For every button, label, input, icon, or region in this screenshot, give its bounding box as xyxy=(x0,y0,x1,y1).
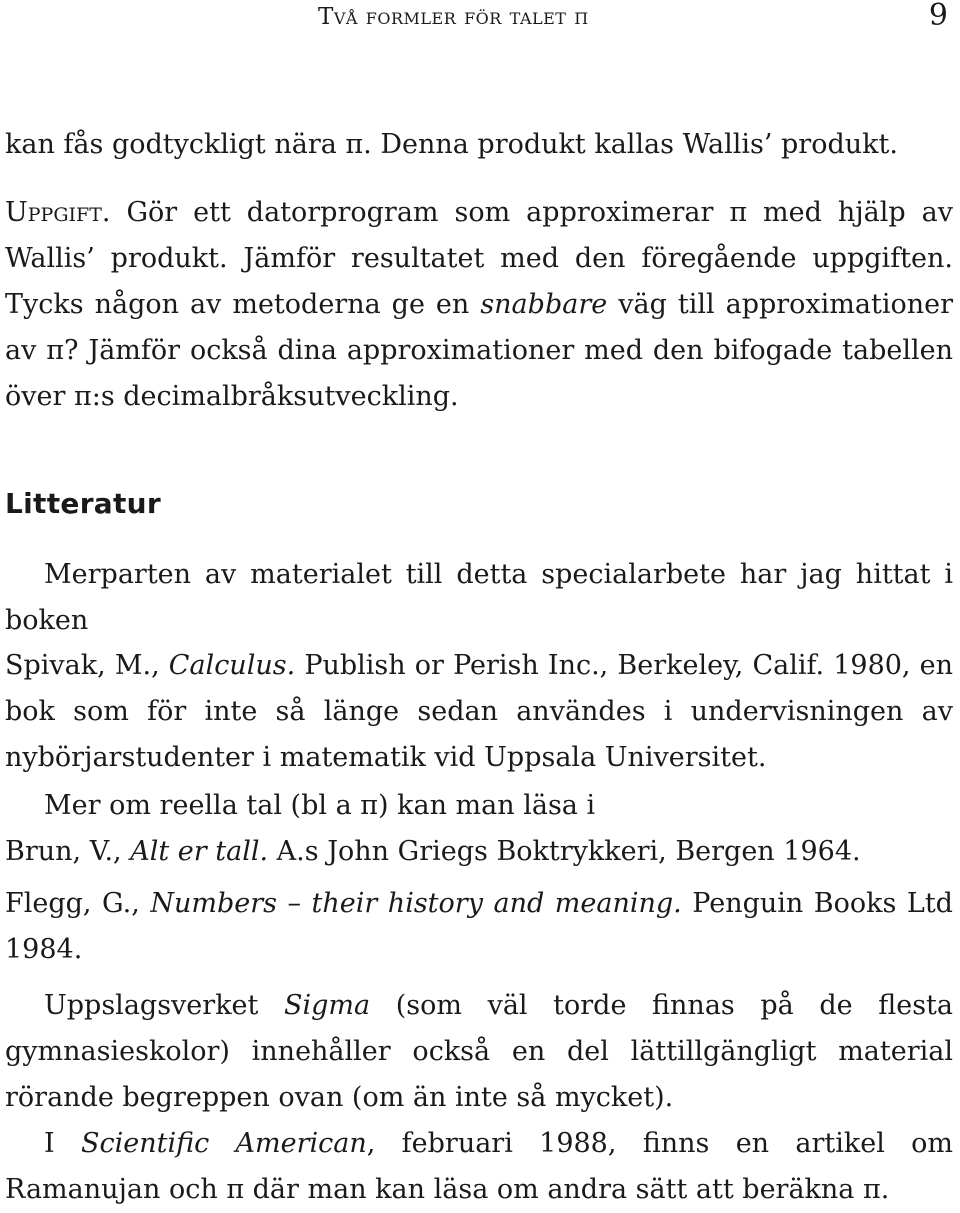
reference-details: Publish or Perish Inc., Berkeley, Calif. 1980, en bok som för inte så länge sedan användes i undervisningen av nybörjarstudenter i matematik vid Uppsala Universitet. xyxy=(5,650,954,773)
reference-flegg xyxy=(5,881,953,973)
reference-details: A.s John Griegs Boktrykkeri, Bergen 1964. xyxy=(276,836,861,867)
paragraph-text-after: (som väl torde finnas på de flesta gymnasieskolor) innehåller också en del lättillgängligt material rörande begreppen ovan (om än inte så mycket). xyxy=(5,990,953,1113)
reference-author: Flegg, G., xyxy=(5,888,140,919)
reference-author: Spivak, M., xyxy=(5,650,160,681)
reference-title: Calculus. xyxy=(168,650,296,681)
reference-spivak xyxy=(5,643,953,781)
reference-author: Brun, V., xyxy=(5,836,122,867)
reference-title: Numbers – their history and meaning. xyxy=(150,888,682,919)
paragraph-text: Merparten av materialet till detta specialarbete har jag hittat i boken xyxy=(5,559,953,636)
exercise-text: Gör ett datorprogram som approximerar π med hjälp av Wallis’ produkt. Jämför resultatet med den föregående uppgiften. Tycks någon av metoderna ge en xyxy=(5,197,953,320)
paragraph-sigma xyxy=(5,983,953,1121)
paragraph-text: Uppslagsverket xyxy=(44,990,259,1021)
paragraph-more-reading xyxy=(5,783,953,829)
paragraph-exercise xyxy=(5,190,953,420)
page-number: 9 xyxy=(928,0,948,33)
exercise-emphasis: snabbare xyxy=(480,289,608,320)
paragraph-text: Mer om reella tal (bl a π) kan man läsa i xyxy=(44,790,596,821)
paragraph-text: I xyxy=(44,1128,55,1159)
paragraph-text: kan fås godtyckligt nära π. Denna produkt kallas Wallis’ produkt. xyxy=(5,129,898,160)
reference-title: Alt er tall. xyxy=(130,836,269,867)
reference-details: Penguin Books Ltd 1984. xyxy=(5,888,953,965)
paragraph-text-after: , februari 1988, finns en artikel om Ramanujan och π där man kan läsa om andra sätt att beräkna π. xyxy=(5,1128,953,1205)
exercise-text-after: väg till approximationer av π? Jämför också dina approximationer med den bifogade tabellen över π:s decimalbråksutveckling. xyxy=(5,289,953,412)
reference-brun xyxy=(5,829,953,875)
section-heading: Litteratur xyxy=(5,487,162,520)
paragraph-sources-intro xyxy=(5,552,953,644)
paragraph-scientific-american xyxy=(5,1121,953,1213)
exercise-label: Uppgift. xyxy=(5,197,111,228)
encyclopedia-title: Sigma xyxy=(284,990,371,1021)
magazine-title: Scientific American xyxy=(80,1128,367,1159)
running-title: Två formler för talet π xyxy=(318,4,589,30)
running-head xyxy=(0,0,960,40)
paragraph-wallis-product xyxy=(5,122,953,168)
